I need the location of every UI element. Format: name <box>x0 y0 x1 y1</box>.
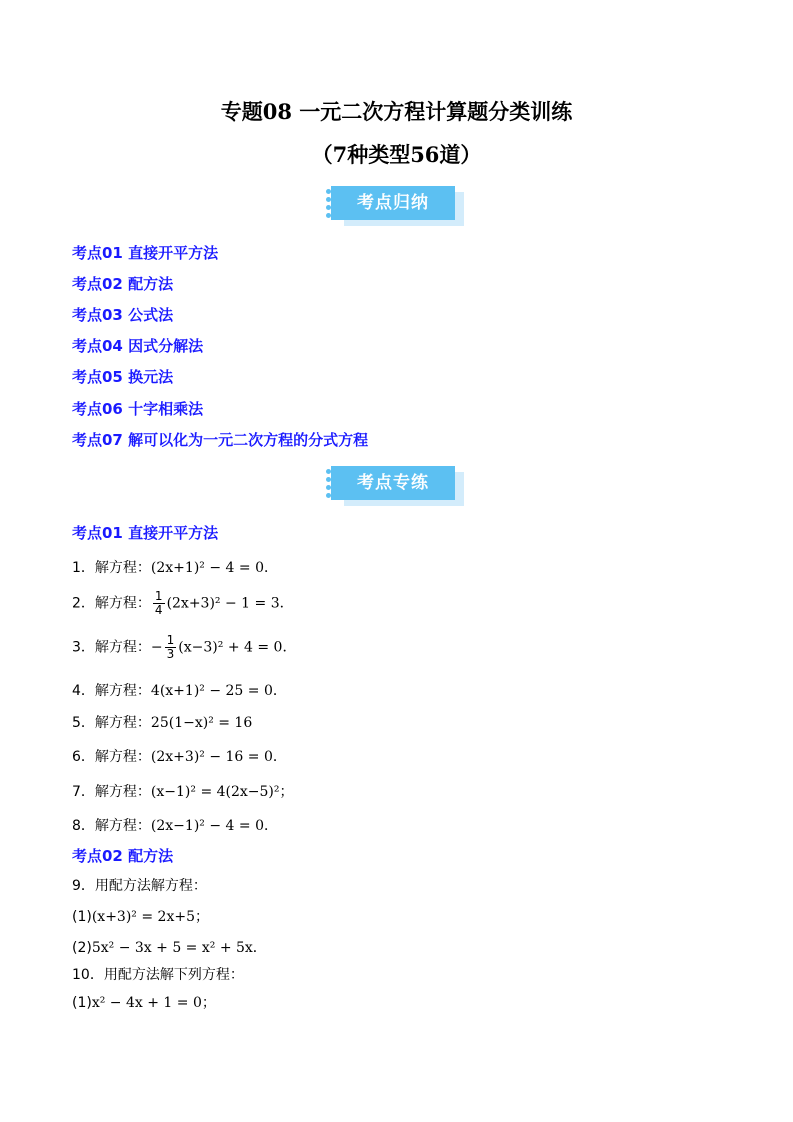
section-heading-2: 考点02 配方法 <box>72 847 174 865</box>
problem-label: 8．解方程： <box>72 818 151 834</box>
problem-equation: 5x² − 3x + 5 = x² + 5x． <box>91 940 267 956</box>
toc-item-5: 考点05 换元法 <box>72 368 174 386</box>
banner-summary-label: 考点归纳 <box>331 186 455 220</box>
problem-label: 3．解方程： <box>72 639 151 656</box>
toc-item-3: 考点03 公式法 <box>72 306 174 324</box>
problem-label: 1．解方程： <box>72 560 151 576</box>
problem-9: 9．用配方法解方程： <box>72 878 207 894</box>
problem-4 <box>72 680 287 700</box>
problem-equation: (2x−1)² − 4 = 0． <box>150 818 278 834</box>
section-heading-1: 考点01 直接开平方法 <box>72 524 219 542</box>
problem-label: 2．解方程： <box>72 595 151 612</box>
banner-practice <box>326 466 468 508</box>
toc-item-7: 考点07 解可以化为一元二次方程的分式方程 <box>72 431 369 449</box>
problem-2 <box>72 590 294 617</box>
problem-1 <box>72 557 278 577</box>
problem-9-part-2 <box>72 937 267 957</box>
problem-5 <box>72 712 252 732</box>
problem-8 <box>72 815 278 835</box>
banner-dots-icon <box>326 469 334 499</box>
problem-label: 7．解方程： <box>72 784 151 800</box>
problem-equation: 25(1−x)² = 16 <box>150 715 253 731</box>
problem-label: 5．解方程： <box>72 715 151 731</box>
problem-equation: (2x+3)² − 1 = 3． <box>166 595 294 612</box>
problem-10-part-1 <box>72 992 216 1012</box>
minus-sign: − <box>150 639 163 656</box>
problem-3 <box>72 634 296 661</box>
fraction: $\frac{1}{4}$ <box>154 589 163 617</box>
problem-equation: (2x+3)² − 16 = 0． <box>150 749 287 765</box>
banner-dots-icon <box>326 189 334 219</box>
problem-equation: (x−1)² = 4(2x−5)²； <box>150 784 294 800</box>
problem-equation: (x−3)² + 4 = 0． <box>178 639 297 656</box>
problem-10: 10．用配方法解下列方程： <box>72 967 244 983</box>
toc-item-6: 考点06 十字相乘法 <box>72 400 204 418</box>
problem-equation: x² − 4x + 1 = 0； <box>91 995 216 1011</box>
problem-7 <box>72 781 294 801</box>
problem-equation: (x+3)² = 2x+5； <box>91 909 209 925</box>
part-label: (1) <box>72 995 92 1011</box>
fraction: $\frac{1}{3}$ <box>166 633 175 661</box>
page-title: 专题08 一元二次方程计算题分类训练 <box>220 99 573 124</box>
part-label: (2) <box>72 940 92 956</box>
toc-item-4: 考点04 因式分解法 <box>72 337 204 355</box>
toc-item-2: 考点02 配方法 <box>72 275 174 293</box>
banner-summary <box>326 186 468 228</box>
toc-item-1: 考点01 直接开平方法 <box>72 244 219 262</box>
problem-6 <box>72 746 287 766</box>
part-label: (1) <box>72 909 92 925</box>
problem-9-part-1 <box>72 906 209 926</box>
problem-equation: 4(x+1)² − 25 = 0． <box>150 683 287 699</box>
problem-equation: (2x+1)² − 4 = 0． <box>150 560 278 576</box>
page-subtitle: （7种类型56道） <box>311 142 482 167</box>
problem-label: 6．解方程： <box>72 749 151 765</box>
banner-practice-label: 考点专练 <box>331 466 455 500</box>
problem-label: 4．解方程： <box>72 683 151 699</box>
